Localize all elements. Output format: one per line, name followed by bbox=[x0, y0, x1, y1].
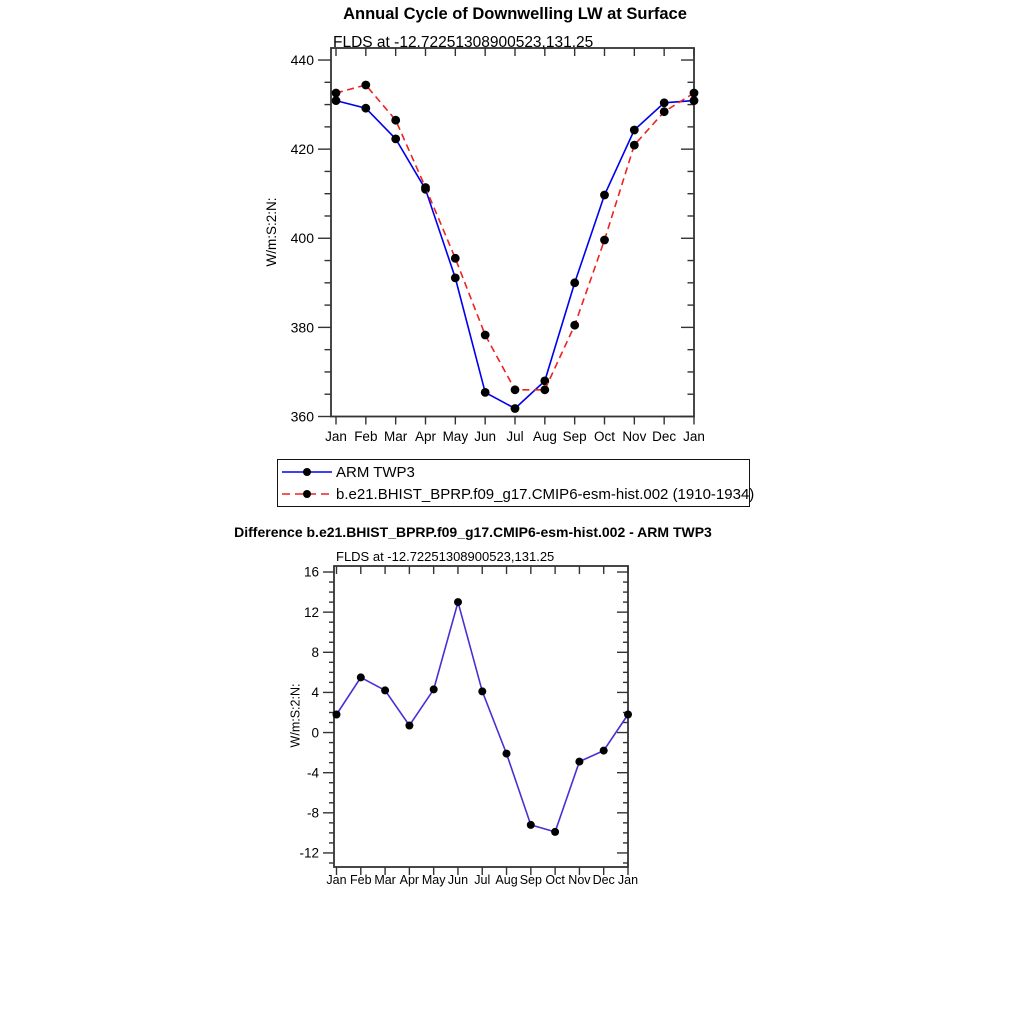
series-line bbox=[336, 85, 694, 390]
y-tick-label: 8 bbox=[311, 645, 319, 661]
data-point-marker bbox=[660, 98, 669, 107]
data-point-marker bbox=[454, 598, 462, 606]
y-tick-label: 360 bbox=[290, 408, 314, 425]
x-tick-label: Jan bbox=[326, 873, 347, 887]
data-point-marker bbox=[690, 96, 699, 105]
y-tick-label: 4 bbox=[311, 685, 319, 701]
legend-label-arm-twp3: ARM TWP3 bbox=[336, 463, 415, 481]
data-point-marker bbox=[575, 758, 583, 766]
x-tick-label: Dec bbox=[592, 873, 615, 887]
x-tick-label: Jun bbox=[447, 873, 469, 887]
data-point-marker bbox=[481, 331, 490, 340]
data-point-marker bbox=[332, 96, 341, 105]
legend-box bbox=[277, 459, 755, 507]
x-tick-label: Oct bbox=[593, 429, 616, 444]
x-tick-label: Jan bbox=[325, 429, 347, 444]
data-point-marker bbox=[430, 685, 438, 693]
y-tick-label: 420 bbox=[290, 141, 314, 158]
legend-label-model: b.e21.BHIST_BPRP.f09_g17.CMIP6-esm-hist.002 (1910-1934) bbox=[336, 485, 755, 503]
y-tick-label: 0 bbox=[311, 725, 319, 741]
chart1-y-axis-label: W/m:S:2:N: bbox=[264, 197, 279, 267]
x-tick-label: Nov bbox=[568, 873, 591, 887]
series-line bbox=[336, 101, 694, 409]
chart2-title: Difference b.e21.BHIST_BPRP.f09_g17.CMIP6-esm-hist.002 - ARM TWP3 bbox=[234, 524, 712, 540]
x-tick-label: May bbox=[442, 429, 469, 444]
y-tick-label: 440 bbox=[290, 51, 314, 68]
legend-item-arm-twp3 bbox=[281, 462, 749, 483]
data-point-marker bbox=[511, 404, 520, 413]
data-point-marker bbox=[600, 747, 608, 755]
data-point-marker bbox=[600, 191, 609, 200]
data-point-marker bbox=[660, 107, 669, 116]
chart1-title: Annual Cycle of Downwelling LW at Surface bbox=[343, 5, 687, 23]
data-point-marker bbox=[630, 126, 639, 135]
y-tick-label: 380 bbox=[290, 319, 314, 336]
data-point-marker bbox=[381, 686, 389, 694]
data-point-marker bbox=[357, 673, 365, 681]
data-point-marker bbox=[405, 722, 413, 730]
data-point-marker bbox=[481, 388, 490, 397]
data-point-marker bbox=[478, 687, 486, 695]
data-point-marker bbox=[421, 183, 430, 192]
data-point-marker bbox=[451, 274, 460, 283]
data-point-marker bbox=[361, 104, 370, 113]
x-tick-label: Jan bbox=[683, 429, 705, 444]
legend-item-model bbox=[281, 484, 755, 505]
x-tick-label: Mar bbox=[384, 429, 408, 444]
x-tick-label: May bbox=[421, 873, 446, 887]
y-tick-label: 16 bbox=[303, 564, 319, 580]
legend-line-dashed-icon bbox=[281, 488, 333, 500]
x-tick-label: Apr bbox=[399, 873, 420, 887]
x-tick-label: Jun bbox=[474, 429, 497, 444]
plot-frame bbox=[334, 566, 628, 867]
data-point-marker bbox=[511, 385, 520, 394]
chart2-y-axis-label: W/m:S:2:N: bbox=[288, 683, 303, 748]
x-tick-label: Feb bbox=[354, 429, 378, 444]
data-point-marker bbox=[690, 89, 699, 98]
x-tick-label: Jan bbox=[617, 873, 639, 887]
x-tick-label: Aug bbox=[532, 429, 557, 444]
y-tick-label: -8 bbox=[306, 805, 319, 821]
series-line bbox=[337, 602, 629, 832]
x-tick-label: Nov bbox=[622, 429, 647, 444]
x-tick-label: Apr bbox=[414, 429, 437, 444]
y-tick-label: 400 bbox=[290, 230, 314, 247]
x-tick-label: Jul bbox=[474, 873, 491, 887]
data-point-marker bbox=[361, 81, 370, 90]
data-point-marker bbox=[630, 141, 639, 150]
y-tick-label: -4 bbox=[306, 765, 319, 781]
x-tick-label: Feb bbox=[350, 873, 372, 887]
x-tick-label: Oct bbox=[545, 873, 565, 887]
y-tick-label: 12 bbox=[303, 604, 319, 620]
x-tick-label: Jul bbox=[506, 429, 524, 444]
chart2-subtitle: FLDS at -12.72251308900523,131.25 bbox=[336, 549, 555, 564]
x-tick-label: Sep bbox=[562, 429, 587, 444]
data-point-marker bbox=[624, 711, 632, 719]
legend-line-solid-icon bbox=[281, 466, 333, 478]
x-tick-label: Aug bbox=[495, 873, 518, 887]
data-point-marker bbox=[570, 321, 579, 330]
data-point-marker bbox=[332, 89, 341, 98]
chart1-subtitle: FLDS at -12.72251308900523,131.25 bbox=[333, 34, 594, 51]
data-point-marker bbox=[333, 711, 341, 719]
data-point-marker bbox=[527, 821, 535, 829]
x-tick-label: Dec bbox=[652, 429, 677, 444]
data-point-marker bbox=[551, 828, 559, 836]
data-point-marker bbox=[451, 254, 460, 263]
plot-frame bbox=[331, 48, 694, 417]
x-tick-label: Mar bbox=[374, 873, 396, 887]
y-tick-label: -12 bbox=[299, 845, 319, 861]
data-point-marker bbox=[600, 236, 609, 245]
data-point-marker bbox=[503, 750, 511, 758]
data-point-marker bbox=[391, 135, 400, 144]
x-tick-label: Sep bbox=[519, 873, 542, 887]
data-point-marker bbox=[391, 116, 400, 125]
data-point-marker bbox=[570, 278, 579, 287]
data-point-marker bbox=[540, 385, 549, 394]
